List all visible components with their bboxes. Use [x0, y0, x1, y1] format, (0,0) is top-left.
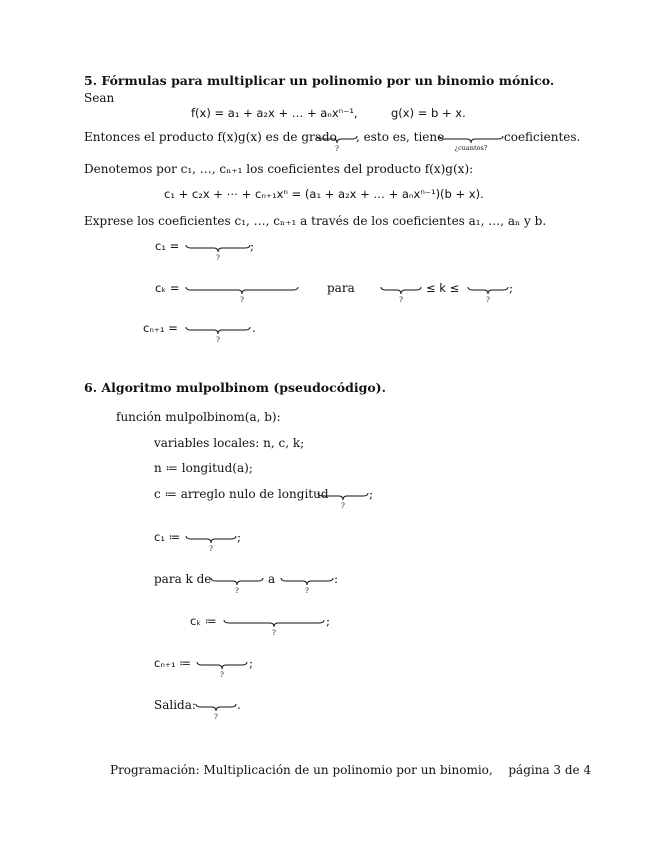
underbrace-icon — [439, 136, 503, 144]
question-mark: ? — [209, 545, 213, 553]
question-mark: ? — [399, 296, 403, 304]
question-mark: ? — [335, 145, 339, 153]
section-5-title: 5. Fórmulas para multiplicar un polinomio por un binomio mónico. — [84, 73, 555, 88]
semicolon: ; — [369, 487, 374, 501]
sean-text: Sean — [84, 91, 115, 105]
ck-formula-blank[interactable] — [186, 282, 298, 304]
exprese-text: Exprese los coeficientes c₁, …, cₙ₊₁ a través de los coeficientes a₁, …, aₙ y b. — [84, 214, 547, 228]
semicolon: ; — [237, 530, 242, 544]
question-mark: ? — [216, 254, 220, 262]
k-to-blank[interactable] — [281, 573, 333, 595]
underbrace-icon — [281, 578, 333, 586]
cn1-assign-blank[interactable] — [197, 657, 247, 679]
question-mark: ? — [486, 296, 490, 304]
question-mark: ? — [341, 502, 345, 510]
underbrace-icon — [196, 704, 236, 712]
question-mark: ? — [235, 587, 239, 595]
underbrace-icon — [468, 287, 508, 295]
ck-assign-blank[interactable] — [224, 615, 324, 637]
k-lower-bound-blank[interactable] — [381, 282, 421, 304]
salida-label: Salida: — [154, 698, 196, 712]
cuantos-blank[interactable] — [439, 131, 503, 152]
section-6-title: 6. Algoritmo mulpolbinom (pseudocódigo). — [84, 380, 386, 395]
underbrace-icon — [211, 578, 263, 586]
page-footer — [110, 763, 591, 777]
k-from-blank[interactable] — [211, 573, 263, 595]
funcion-line: función mulpolbinom(a, b): — [116, 410, 281, 424]
footer-text: Programación: Multiplicación de un polinomio por un binomio, — [110, 763, 493, 777]
period: . — [252, 321, 256, 335]
question-mark: ? — [220, 671, 224, 679]
c-assign-line: c ≔ arreglo nulo de longitud — [154, 487, 329, 501]
underbrace-icon — [224, 620, 324, 628]
cn1-label: cₙ₊₁ = — [143, 321, 178, 335]
product-equation: c₁ + c₂x + ⋯ + cₙ₊₁xⁿ = (a₁ + a₂x + … + aₙxⁿ⁻¹)(b + x). — [164, 187, 484, 201]
colon: : — [334, 572, 339, 586]
n-assign-line: n ≔ longitud(a); — [154, 461, 253, 475]
entonces-text-c: coeficientes. — [504, 130, 581, 144]
salida-blank[interactable] — [196, 699, 236, 721]
ck-label: cₖ = — [155, 281, 180, 295]
grado-blank[interactable] — [317, 131, 357, 153]
question-mark: ? — [214, 713, 218, 721]
c1-assign-blank[interactable] — [186, 531, 236, 553]
semicolon: ; — [250, 239, 255, 253]
k-upper-bound-blank[interactable] — [468, 282, 508, 304]
c1-formula-blank[interactable] — [186, 240, 250, 262]
c-length-blank[interactable] — [318, 488, 368, 510]
para-k-line: para k de — [154, 572, 212, 586]
c1-label: c₁ = — [155, 239, 180, 253]
semicolon: ; — [509, 281, 514, 295]
underbrace-icon — [197, 662, 247, 670]
cn1-assign-label: cₙ₊₁ ≔ — [154, 656, 191, 670]
underbrace-icon — [381, 287, 421, 295]
ck-assign-label: cₖ ≔ — [190, 614, 217, 628]
k-range-text: ≤ k ≤ — [426, 281, 460, 295]
cn1-formula-blank[interactable] — [186, 322, 250, 344]
underbrace-icon — [317, 136, 357, 144]
a-word: a — [268, 572, 276, 586]
definition-f: f(x) = a₁ + a₂x + … + aₙxⁿ⁻¹, — [191, 106, 358, 120]
period: . — [237, 698, 241, 712]
page-number: página 3 de 4 — [508, 763, 592, 777]
underbrace-icon — [186, 327, 250, 335]
underbrace-icon — [186, 245, 250, 253]
question-mark: ? — [272, 629, 276, 637]
question-mark: ? — [305, 587, 309, 595]
underbrace-icon — [186, 536, 236, 544]
question-mark: ? — [216, 336, 220, 344]
entonces-text-a: Entonces el producto f(x)g(x) es de grado — [84, 130, 337, 144]
entonces-text-b: , esto es, tiene — [356, 130, 445, 144]
cuantos-hint: ¿cuantos? — [454, 144, 488, 152]
semicolon: ; — [249, 656, 254, 670]
vars-line: variables locales: n, c, k; — [154, 436, 305, 450]
underbrace-icon — [186, 287, 298, 295]
denotemos-text: Denotemos por c₁, …, cₙ₊₁ los coeficientes del producto f(x)g(x): — [84, 162, 474, 176]
definition-g: g(x) = b + x. — [391, 106, 466, 120]
para-text: para — [327, 281, 355, 295]
c1-assign-label: c₁ ≔ — [154, 530, 181, 544]
semicolon: ; — [326, 614, 331, 628]
underbrace-icon — [318, 493, 368, 501]
question-mark: ? — [240, 296, 244, 304]
